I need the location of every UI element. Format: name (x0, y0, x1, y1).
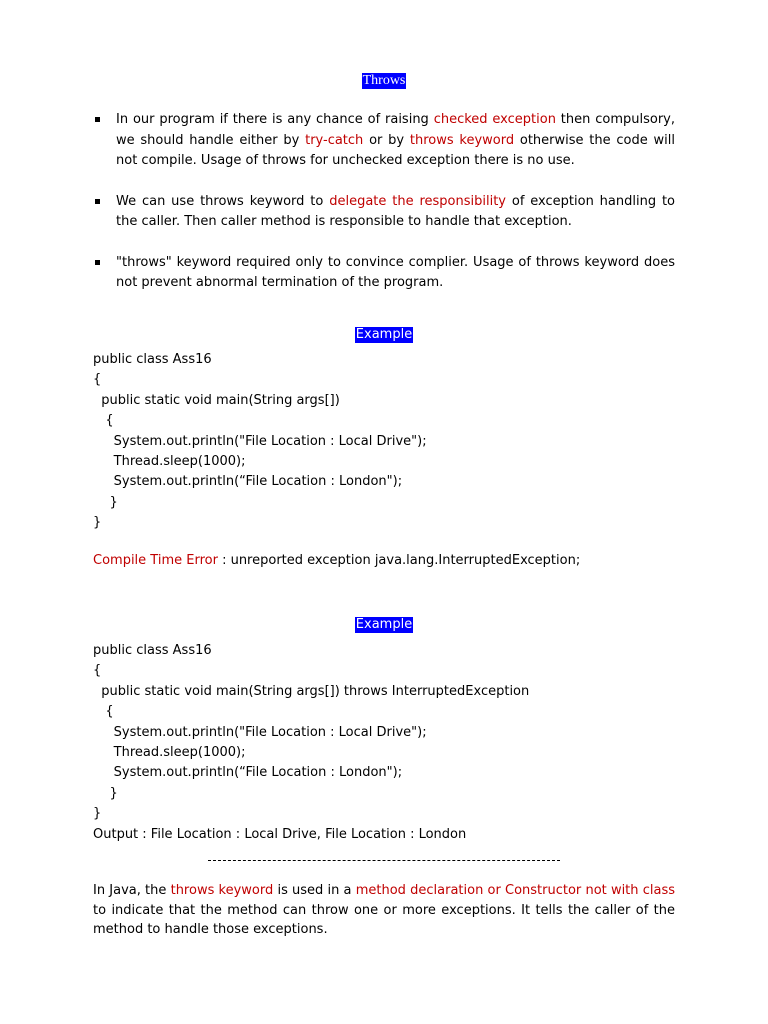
highlight-span: method declaration or Constructor not with class (355, 883, 675, 898)
code-line: } (93, 785, 118, 801)
text-span: then compulsory, we should handle either by (116, 112, 676, 148)
code-line: { (93, 704, 114, 720)
code-line: { (93, 413, 114, 429)
bullet-marker-icon (95, 260, 100, 265)
text-span: otherwise the code will not compile. Usage of throws for unchecked exception there is no use. (116, 132, 675, 168)
title-row (0, 69, 768, 89)
error-text: : unreported exception java.lang.InterruptedException; (217, 553, 581, 568)
example-heading-row (0, 613, 768, 633)
highlight-span: throws keyword (409, 132, 515, 148)
example-heading-row (0, 323, 768, 343)
bullet-marker-icon (95, 117, 100, 122)
code-line: { (93, 663, 102, 679)
highlight-span: checked exception (433, 112, 556, 127)
text-span: "throws" keyword required only to convince complier. Usage of throws keyword does not prevent abnormal termination of the program. (116, 254, 675, 290)
output-line: Output : File Location : Local Drive, File Location : London (93, 827, 467, 842)
text-span: is used in a (273, 883, 356, 898)
code-line: Thread.sleep(1000); (93, 453, 246, 469)
code-line: public class Ass16 (93, 352, 212, 367)
example-heading: Example (355, 617, 413, 632)
page-title: Throws (362, 73, 406, 88)
highlight-span: throws keyword (170, 883, 274, 898)
bullet-list (93, 110, 675, 294)
text-span: to indicate that the method can throw one or more exceptions. It tells the caller of the method to handle those exceptions. (93, 902, 675, 937)
bullet-marker-icon (95, 199, 100, 204)
highlight-span: delegate the responsibility (329, 193, 506, 209)
code-block (93, 350, 427, 534)
error-line (93, 551, 580, 571)
code-line: System.out.println(“File Location : London"); (93, 474, 403, 490)
code-line: } (93, 806, 102, 822)
code-line: System.out.println("File Location : Local Drive"); (93, 433, 427, 449)
dashed-divider (208, 860, 560, 861)
example-heading: Example (355, 327, 413, 342)
code-line: Thread.sleep(1000); (93, 744, 246, 760)
code-line: } (93, 494, 118, 510)
bullet-text (116, 110, 675, 172)
code-line: System.out.println("File Location : Local Drive"); (93, 724, 427, 740)
code-line: public static void main(String args[]) (93, 392, 340, 408)
bullet-item (93, 110, 675, 172)
closing-paragraph (93, 881, 675, 940)
code-line: public static void main(String args[]) throws InterruptedException (93, 683, 530, 699)
error-label: Compile Time Error (93, 553, 218, 568)
text-span: or by (363, 132, 410, 148)
bullet-item (93, 253, 675, 294)
text-span: In Java, the (93, 883, 171, 898)
text-span: We can use throws keyword to (116, 193, 330, 209)
bullet-text (116, 253, 675, 294)
text-span: of exception handling to the caller. Then caller method is responsible to handle that exception. (116, 193, 676, 229)
code-line: System.out.println(“File Location : London"); (93, 765, 403, 781)
code-line: } (93, 515, 102, 531)
bullet-text (116, 192, 675, 233)
highlight-span: try-catch (305, 132, 364, 148)
code-line: { (93, 372, 102, 388)
bullet-item (93, 192, 675, 233)
code-line: public class Ass16 (93, 643, 212, 658)
text-span: In our program if there is any chance of raising (116, 112, 434, 127)
code-block (93, 641, 529, 825)
